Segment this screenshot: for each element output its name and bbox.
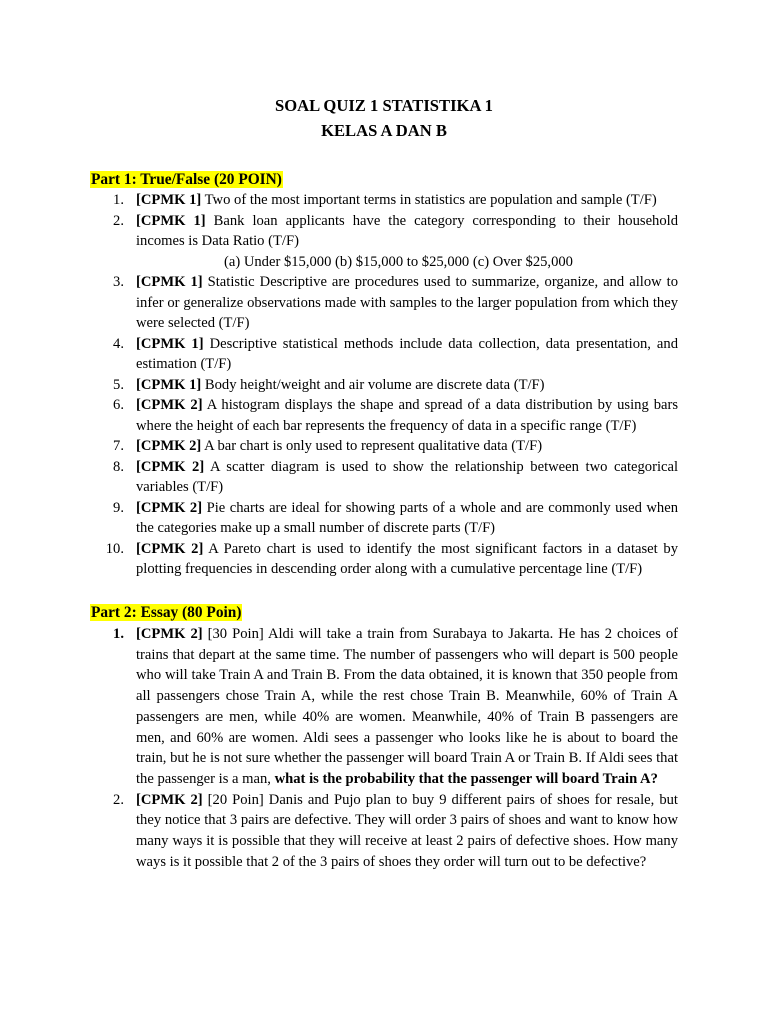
question-number: 7. xyxy=(113,438,124,454)
question-text: A histogram displays the shape and spread of a data distribution by using bars where the height of each bar represents the frequency of data in a specific range (T/F) xyxy=(136,397,679,434)
question-number: 9. xyxy=(113,499,124,516)
question-number: 5. xyxy=(113,376,124,393)
document-title xyxy=(0,93,768,143)
question-item xyxy=(90,539,678,580)
question-text: Bank loan applicants have the category corresponding to their household incomes is Data Ratio (T/F) xyxy=(136,212,678,249)
question-item xyxy=(90,211,678,273)
question-item xyxy=(90,498,678,539)
cpmk-tag: [CPMK 2] xyxy=(136,626,203,642)
part1-question-list xyxy=(90,190,678,580)
cpmk-tag: [CPMK 1] xyxy=(136,212,206,229)
question-item xyxy=(90,334,678,375)
question-item xyxy=(90,395,678,436)
question-item xyxy=(90,190,678,211)
cpmk-tag: [CPMK 2] xyxy=(136,791,203,808)
question-text: A scatter diagram is used to show the relationship between two categorical variables (T/F) xyxy=(136,458,679,495)
question-item xyxy=(90,457,678,498)
question-text: Pie charts are ideal for showing parts of a whole and are commonly used when the categories make up a small number of discrete parts (T/F) xyxy=(136,499,678,536)
cpmk-tag: [CPMK 1] xyxy=(136,376,202,393)
cpmk-tag: [CPMK 1] xyxy=(136,335,204,352)
part1-heading-text: Part 1: True/False (20 POIN) xyxy=(91,171,282,188)
question-text: Statistic Descriptive are procedures used to summarize, organize, and allow to infer or generalize observations made with samples to the larger population from which they were selected (T/F) xyxy=(136,274,679,331)
cpmk-tag: [CPMK 1] xyxy=(136,192,202,208)
cpmk-tag: [CPMK 2] xyxy=(136,499,203,516)
question-text: Body height/weight and air volume are discrete data (T/F) xyxy=(204,376,545,393)
question-item xyxy=(90,436,678,457)
part1-heading xyxy=(90,170,283,190)
cpmk-tag: [CPMK 2] xyxy=(136,438,202,454)
question-text: A bar chart is only used to represent qualitative data (T/F) xyxy=(204,438,543,454)
essay-item xyxy=(90,624,678,790)
question-number: 1. xyxy=(113,626,124,642)
question-text: Two of the most important terms in statistics are population and sample (T/F) xyxy=(204,192,657,208)
question-number: 1. xyxy=(113,192,124,208)
question-number: 3. xyxy=(113,274,124,290)
cpmk-tag: [CPMK 2] xyxy=(136,540,204,557)
question-number: 10. xyxy=(105,540,124,557)
question-item xyxy=(90,375,678,396)
part2-question-list xyxy=(90,624,678,872)
part2-heading-text: Part 2: Essay (80 Poin) xyxy=(91,604,242,621)
cpmk-tag: [CPMK 2] xyxy=(136,458,205,475)
question-number: 4. xyxy=(113,335,124,352)
question-number: 2. xyxy=(113,791,124,808)
question-number: 6. xyxy=(113,397,124,413)
question-text: [30 Poin] Aldi will take a train from Surabaya to Jakarta. He has 2 choices of trains that depart at the same time. The number of passengers who will depart is 500 people who will take Train A and Train B. From the data obtained, it is known that 350 people from all passengers chose Train A, while the rest chose Train B. Meanwhile, 60% of Train A passengers are men, while 40% are women. Meanwhile, 40% of Train B passengers are men, and 60% are women. Aldi sees a passenger who looks like he is about to board the train, but he is not sure whether the passenger will board Train A or Train B. If Aldi sees that the passenger is a man, xyxy=(136,626,678,787)
title-line-1: SOAL QUIZ 1 STATISTIKA 1 xyxy=(275,96,493,115)
question-text: [20 Poin] Danis and Pujo plan to buy 9 different pairs of shoes for resale, but they notice that 3 pairs are defective. They will order 3 pairs of shoes and want to know how many ways it is possible that they will receive at least 2 pairs of defective shoes. How many ways is it possible that 2 of the 3 pairs of shoes they order will turn out to be defective? xyxy=(136,791,678,870)
question-text: Descriptive statistical methods include data collection, data presentation, and estimation (T/F) xyxy=(136,335,679,372)
cpmk-tag: [CPMK 1] xyxy=(136,274,203,290)
question-text: A Pareto chart is used to identify the most significant factors in a dataset by plotting frequencies in descending order along with a cumulative percentage line (T/F) xyxy=(136,540,679,577)
question-options: (a) Under $15,000 (b) $15,000 to $25,000 (c) Over $25,000 xyxy=(224,253,573,270)
essay-item xyxy=(90,790,678,873)
cpmk-tag: [CPMK 2] xyxy=(136,397,203,413)
part2-heading xyxy=(90,603,242,623)
title-line-2: KELAS A DAN B xyxy=(321,121,447,140)
question-item xyxy=(90,272,678,334)
question-number: 2. xyxy=(113,212,124,229)
question-prompt: what is the probability that the passenger will board Train A? xyxy=(274,770,658,787)
question-number: 8. xyxy=(113,458,124,475)
